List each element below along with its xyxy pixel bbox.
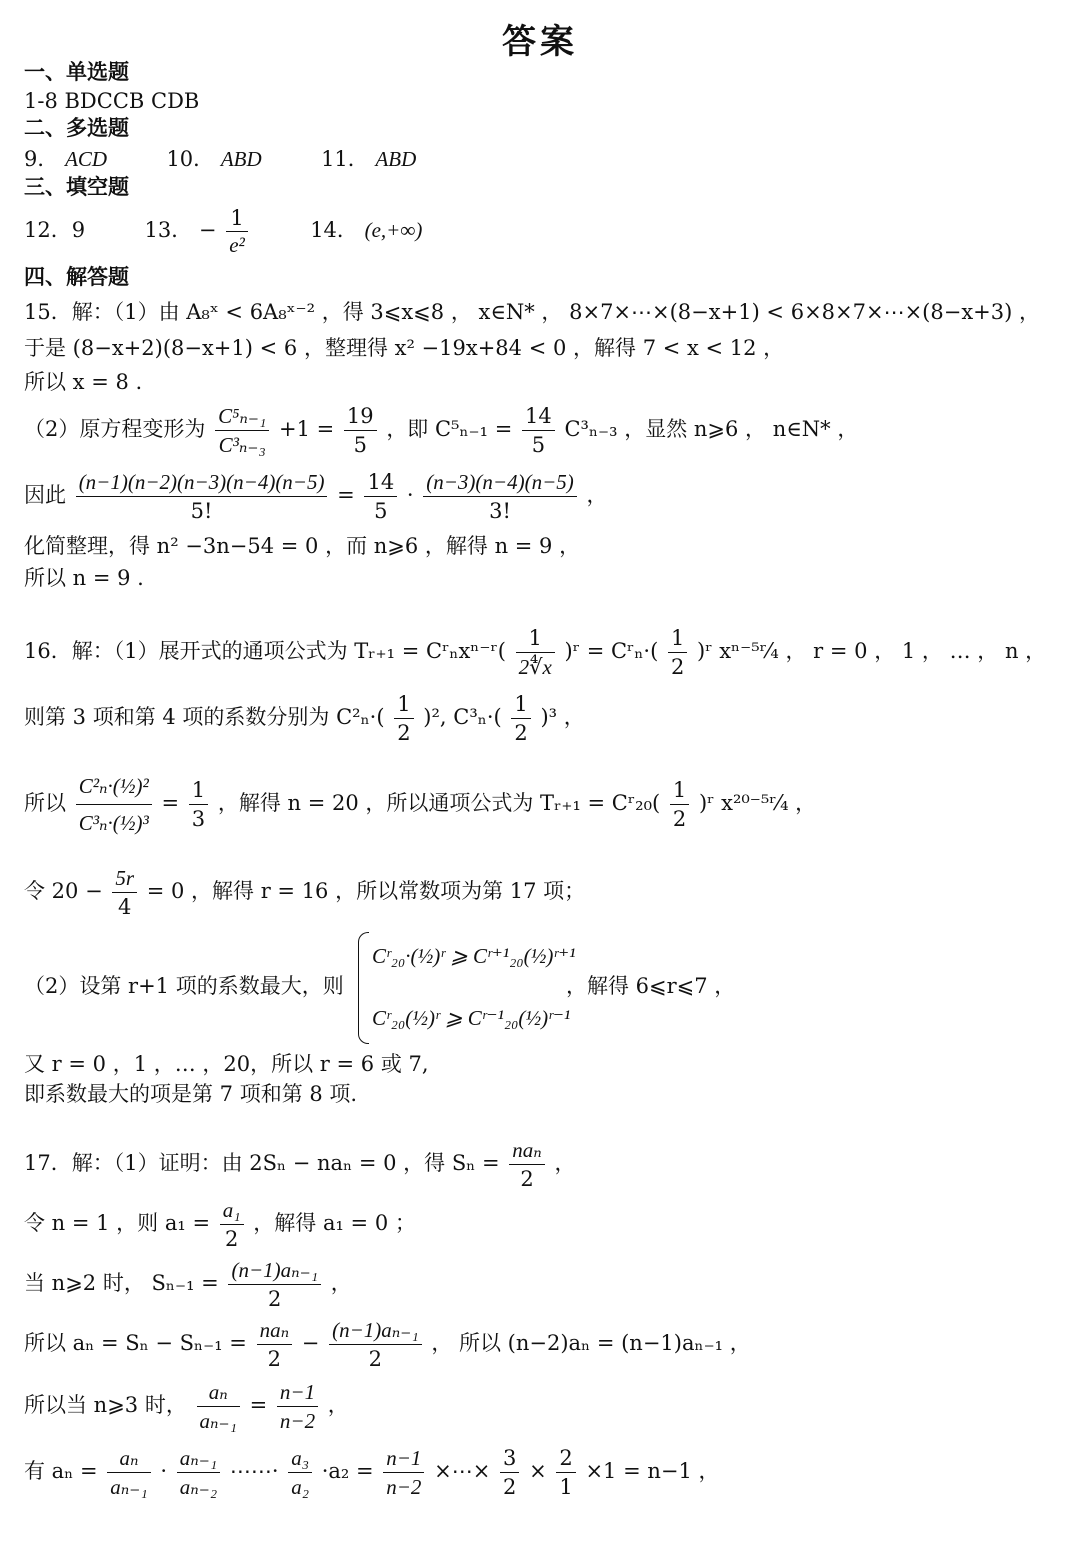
p16-l1-den: 2∜x	[518, 655, 552, 679]
q10-label: 10．	[166, 147, 215, 171]
p16-l1-text: 16．解：（1）展开式的通项公式为 Tᵣ₊₁ = Cʳₙxⁿ⁻ʳ(	[24, 639, 506, 663]
section-heading-single-choice: 一、单选题	[24, 59, 129, 84]
p16-l3-num: C²ₙ·(½)²	[76, 768, 152, 805]
q11-label: 11．	[321, 147, 369, 171]
p15-l4-den2: 5	[353, 433, 367, 457]
p17-l4-text: 所以 aₙ = Sₙ − Sₙ₋₁ =	[24, 1331, 247, 1355]
p15-line-7: 所以 n = 9 .	[24, 566, 144, 590]
p17-l3-den: 2	[268, 1287, 282, 1311]
p16-l4-num: 5r	[112, 864, 137, 893]
p15-l5-comma: ，	[586, 483, 608, 507]
fill-blank-answers	[24, 200, 422, 260]
q12-answer: 12．9	[24, 218, 86, 242]
p17-l4-text-c: ， 所以 (n−2)aₙ = (n−1)aₙ₋₁ ，	[431, 1331, 751, 1355]
p16-l5-ineq-top: Cʳ₂₀·(½)ʳ ⩾ Cʳ⁺¹₂₀(½)ʳ⁺¹	[372, 944, 576, 968]
p17-line-3	[24, 1256, 352, 1313]
q14-label: 14．	[310, 218, 358, 242]
p17-l6-num2: aₙ₋₁	[177, 1444, 220, 1473]
p16-l3-num2: 1	[189, 776, 208, 805]
p15-l4-text-c: ，即 C⁵ₙ₋₁ =	[386, 417, 513, 441]
p15-line-4	[24, 402, 858, 459]
q13-denominator: e²	[229, 233, 245, 257]
p16-l2-text: 则第 3 项和第 4 项的系数分别为 C²ₙ·(	[24, 705, 385, 729]
p16-l3-den: C³ₙ·(½)³	[78, 811, 149, 835]
p15-l5-num: (n−1)(n−2)(n−3)(n−4)(n−5)	[76, 468, 328, 497]
p16-line-3	[24, 768, 816, 841]
section-heading-multi-choice: 二、多选题	[24, 115, 129, 140]
p15-l5-den2: 5	[374, 499, 388, 523]
p17-line-4	[24, 1316, 751, 1373]
p15-l4-num: C⁵ₙ₋₁	[215, 402, 269, 431]
p17-l5-den2: n−2	[279, 1409, 316, 1433]
q13-sign: −	[198, 218, 217, 242]
p16-l2-num2: 1	[511, 690, 530, 719]
p17-l6-den5: 2	[503, 1475, 517, 1499]
p16-l1-text-b: )ʳ = Cʳₙ·(	[564, 639, 659, 663]
p17-l3-num: (n−1)aₙ₋₁	[228, 1256, 321, 1285]
p17-l2-text: 令 n = 1 ，则 a₁ =	[24, 1211, 211, 1235]
p16-l4-den: 4	[118, 895, 132, 919]
p17-l6-times: ×	[529, 1459, 547, 1483]
p15-l5-num3: (n−3)(n−4)(n−5)	[423, 468, 576, 497]
p16-l2-den: 2	[397, 721, 411, 745]
p15-line-5	[24, 468, 607, 525]
p16-line-2	[24, 690, 585, 747]
p16-l2-text-c: )³ ，	[540, 705, 585, 729]
p15-line-6: 化简整理，得 n² −3n−54 = 0 ，而 n⩾6 ，解得 n = 9 ，	[24, 534, 581, 558]
p17-l6-num: aₙ	[107, 1444, 150, 1473]
p17-l6-den3: a₂	[291, 1475, 309, 1499]
q14-answer: (e,+∞)	[364, 218, 423, 242]
p17-l6-num5: 3	[500, 1444, 519, 1473]
p15-l4-text-b: +1 =	[278, 417, 335, 441]
p17-l5-den: aₙ₋₁	[199, 1409, 237, 1433]
p15-l5-num2: 14	[364, 468, 397, 497]
p17-line-2	[24, 1196, 416, 1253]
p16-l1-text-c: )ʳ xⁿ⁻⁵ʳ⁄₄ ， r = 0 ， 1 ， … ， n ，	[697, 639, 1047, 663]
p17-l3-text: 当 n⩾2 时， Sₙ₋₁ =	[24, 1271, 219, 1295]
p16-l3-text-d: )ʳ x²⁰⁻⁵ʳ⁄₄ ，	[698, 791, 817, 815]
page-title: 答案	[502, 22, 578, 62]
p17-l4-num2: (n−1)aₙ₋₁	[329, 1316, 422, 1345]
p17-l5-eq: =	[249, 1393, 268, 1417]
q11-answer: ABD	[375, 147, 417, 171]
single-choice-answers: 1-8 BDCCB CDB	[24, 89, 200, 113]
p17-l6-dot: ·	[160, 1459, 168, 1483]
q10-answer: ABD	[220, 147, 262, 171]
p17-l4-den2: 2	[368, 1347, 383, 1371]
p15-l5-dot: ·	[406, 483, 414, 507]
p17-l5-comma: ，	[327, 1393, 349, 1417]
p16-l1-num2: 1	[668, 624, 687, 653]
q9-label: 9．	[24, 147, 59, 171]
p16-l2-den2: 2	[514, 721, 528, 745]
p17-l2-num: a₁	[220, 1196, 244, 1225]
p16-line-5	[24, 972, 344, 1000]
p17-l2-text-b: ，解得 a₁ = 0 ；	[253, 1211, 416, 1235]
p17-line-1	[24, 1136, 575, 1193]
p17-l2-den: 2	[224, 1227, 239, 1251]
p17-l6-den4: n−2	[386, 1475, 422, 1499]
p17-l6-den2: aₙ₋₂	[179, 1475, 218, 1499]
q13-label: 13．	[144, 218, 193, 242]
p16-l5-result: ，解得 6⩽r⩽7 ，	[566, 974, 736, 998]
p16-line-4	[24, 864, 585, 921]
p16-l3-text: 所以	[24, 791, 66, 815]
p16-l5-ineq-bottom: Cʳ₂₀(½)ʳ ⩾ Cʳ⁻¹₂₀(½)ʳ⁻¹	[372, 1006, 571, 1030]
p16-l4-text-b: = 0 ，解得 r = 16 ，所以常数项为第 17 项；	[146, 879, 586, 903]
p15-line-1: 15．解：（1）由 A₈ˣ < 6A₈ˣ⁻² ，得 3⩽x⩽8 ， x∈N* ， 8×7×⋯×(8−x+1) < 6×8×7×⋯×(8−x+3) ，	[24, 300, 1040, 324]
p17-l1-den: 2	[520, 1167, 534, 1191]
p17-l1-num: naₙ	[509, 1136, 545, 1165]
p15-l5-eq: =	[337, 483, 355, 507]
p16-l1-num: 1	[516, 624, 555, 653]
p15-l4-num2: 19	[344, 402, 377, 431]
p17-l6-den6: 1	[559, 1475, 573, 1499]
q9-answer: ACD	[65, 147, 108, 171]
p16-l2-num: 1	[394, 690, 413, 719]
p15-l4-num3: 14	[522, 402, 555, 431]
section-heading-fill-blank: 三、填空题	[24, 174, 129, 199]
p15-l4-text-d: C³ₙ₋₃ ，显然 n⩾6 ， n∈N* ，	[564, 417, 859, 441]
p16-line-6: 又 r = 0 ，1 ，… ，20，所以 r = 6 或 7,	[24, 1052, 429, 1076]
p17-l5-num: aₙ	[197, 1378, 240, 1407]
system-brace	[358, 932, 369, 1044]
p15-l5-den: 5!	[190, 499, 213, 523]
p17-l5-num2: n−1	[277, 1378, 318, 1407]
p16-l3-den3: 2	[672, 807, 687, 831]
p16-l3-den2: 3	[191, 807, 206, 831]
p17-line-6	[24, 1444, 720, 1501]
p16-l1-den2: 2	[670, 655, 685, 679]
p17-l6-den: aₙ₋₁	[110, 1475, 148, 1499]
p17-l5-text: 所以当 n⩾3 时，	[24, 1393, 187, 1417]
p16-line-1	[24, 624, 1046, 681]
p17-l1-text: 17．解：（1）证明：由 2Sₙ − naₙ = 0 ，得 Sₙ =	[24, 1151, 500, 1175]
p17-l6-text: 有 aₙ =	[24, 1459, 98, 1483]
p17-l6-result: ×1 = n−1 ，	[585, 1459, 720, 1483]
p16-line-7: 即系数最大的项是第 7 项和第 8 项.	[24, 1082, 358, 1106]
p15-l5-den3: 3!	[489, 499, 511, 523]
p15-l5-text: 因此	[24, 483, 66, 507]
section-heading-solutions: 四、解答题	[24, 264, 129, 289]
p16-l4-text: 令 20 −	[24, 879, 103, 903]
p15-l4-den3: 5	[531, 433, 546, 457]
p17-l6-num3: a₃	[288, 1444, 312, 1473]
p17-l4-den: 2	[267, 1347, 282, 1371]
p17-l3-comma: ，	[330, 1271, 352, 1295]
p16-l5-text: （2）设第 r+1 项的系数最大，则	[24, 974, 344, 998]
p17-l6-times-dots: ×⋯×	[434, 1459, 491, 1483]
p17-l6-num6: 2	[556, 1444, 575, 1473]
p15-line-2: 于是 (8−x+2)(8−x+1) < 6 ，整理得 x² −19x+84 < 0 ，解得 7 < x < 12 ，	[24, 336, 785, 360]
p17-l6-text-d: ·a₂ =	[321, 1459, 374, 1483]
p15-line-3: 所以 x = 8 .	[24, 370, 143, 394]
p17-l1-comma: ，	[554, 1151, 576, 1175]
p17-l6-num4: n−1	[383, 1444, 424, 1473]
p17-line-5	[24, 1378, 349, 1435]
p17-l4-num: naₙ	[257, 1316, 293, 1345]
multi-choice-answers	[24, 145, 416, 173]
p16-l3-eq: =	[161, 791, 180, 815]
p15-l4-den: C³ₙ₋₃	[218, 433, 266, 457]
p17-l4-minus: −	[301, 1331, 320, 1355]
p15-l4-text: （2）原方程变形为	[24, 417, 206, 441]
p16-l3-num3: 1	[670, 776, 689, 805]
q13-numerator: 1	[226, 205, 248, 232]
p17-l6-ellipsis: ⋯⋯·	[229, 1459, 279, 1483]
p16-l2-text-b: )², C³ₙ·(	[423, 705, 502, 729]
p16-l3-text-c: ，解得 n = 20 ，所以通项公式为 Tᵣ₊₁ = Cʳ₂₀(	[217, 791, 661, 815]
